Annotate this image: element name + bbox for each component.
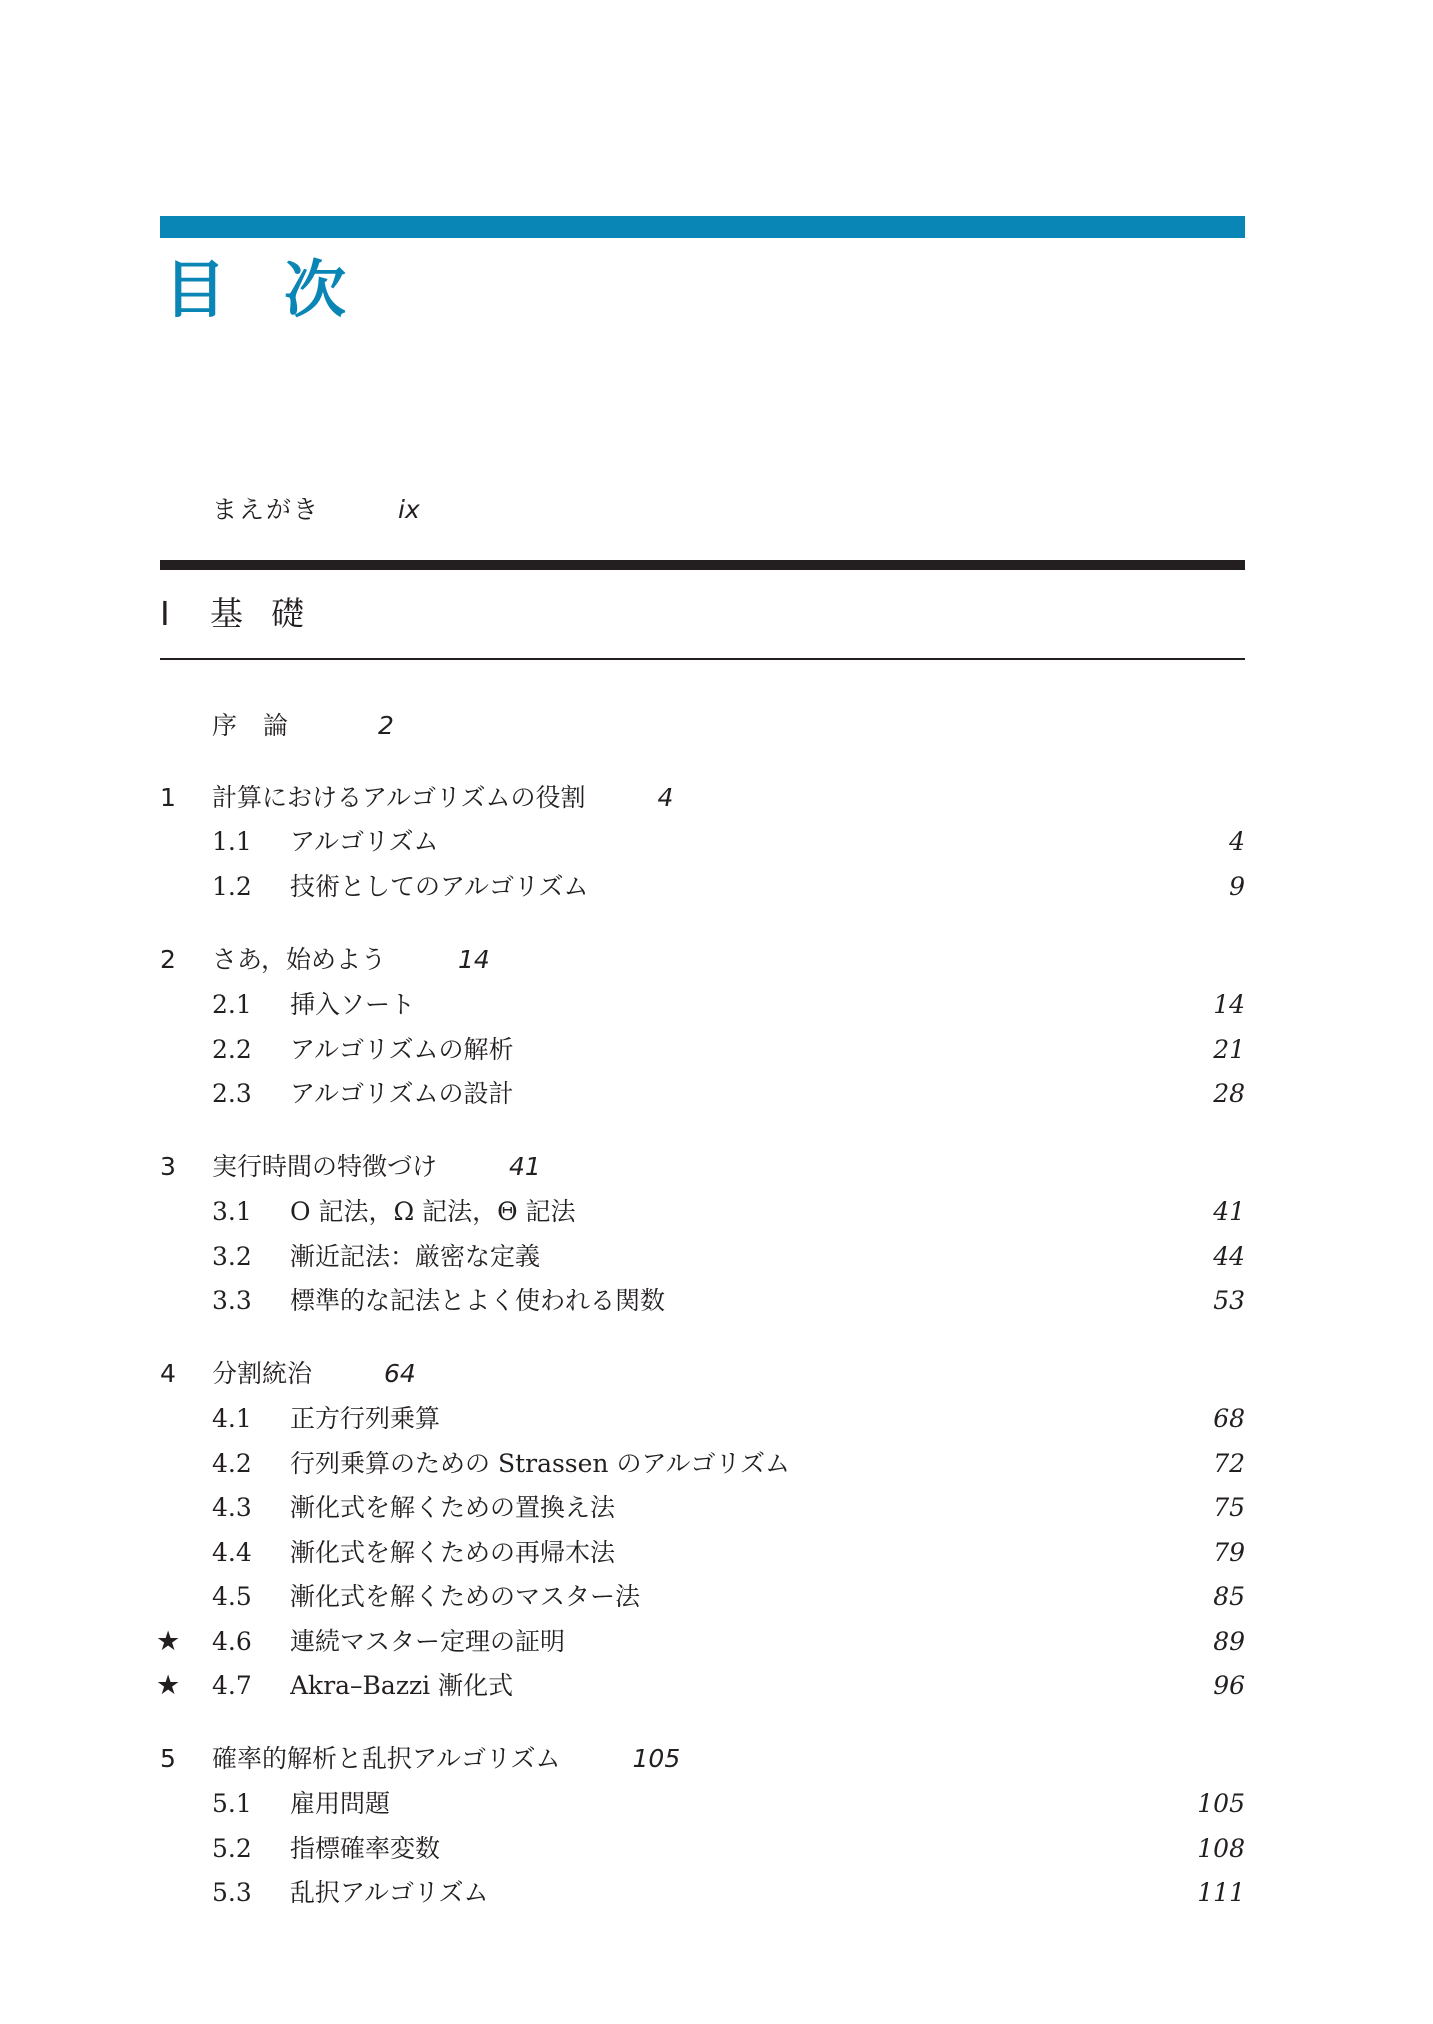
section-entry[interactable]	[160, 822, 1245, 862]
section-entry[interactable]	[160, 1399, 1245, 1439]
intro-page: 2	[378, 711, 394, 740]
chapter-page: 14	[458, 945, 490, 974]
section-title: 技術としてのアルゴリズム	[290, 872, 599, 901]
chapter-entry[interactable]	[160, 1739, 1245, 1779]
section-number: 1.1	[212, 827, 252, 856]
chapter-page: 64	[384, 1359, 416, 1388]
section-title: 乱択アルゴリズム	[290, 1878, 499, 1907]
chapter-title: さあ，始めよう	[212, 945, 387, 974]
section-title: 指標確率変数	[290, 1834, 450, 1863]
part-title: 基礎	[210, 594, 332, 633]
toc-entry-preface[interactable]	[212, 490, 420, 530]
section-number: 5.2	[212, 1834, 252, 1863]
preface-label: まえがき	[212, 495, 321, 524]
section-number: 5.1	[212, 1789, 252, 1818]
section-page: 68	[1213, 1404, 1245, 1433]
section-entry[interactable]	[160, 1444, 1245, 1484]
section-entry[interactable]	[160, 1533, 1245, 1573]
section-number: 4.3	[212, 1493, 252, 1522]
section-title: 挿入ソート	[290, 990, 425, 1019]
section-page: 28	[1213, 1079, 1245, 1108]
chapter-page: 41	[509, 1152, 541, 1181]
section-title: 漸化式を解くための置換え法	[290, 1493, 625, 1522]
section-entry[interactable]	[160, 1074, 1245, 1114]
section-page: 53	[1213, 1286, 1245, 1315]
section-number: 4.2	[212, 1449, 252, 1478]
section-number: 4.7	[212, 1671, 252, 1700]
intro-label: 序論	[212, 711, 315, 740]
section-entry[interactable]	[160, 1829, 1245, 1869]
section-page: 9	[1229, 872, 1245, 901]
chapter-number: 4	[160, 1359, 176, 1388]
title-accent-bar	[160, 216, 1245, 238]
page-title: 目次	[164, 253, 405, 326]
section-title: Akra–Bazzi 漸化式	[290, 1671, 523, 1700]
section-title: 標準的な記法とよく使われる関数	[290, 1286, 675, 1315]
chapter-page: 105	[632, 1744, 681, 1773]
chapter-entry[interactable]	[160, 778, 1245, 818]
section-title: O 記法，Ω 記法，Θ 記法	[290, 1197, 586, 1226]
chapter-title: 分割統治	[212, 1359, 313, 1388]
section-title: アルゴリズムの設計	[290, 1079, 524, 1108]
chapter-number: 5	[160, 1744, 176, 1773]
chapter-number: 2	[160, 945, 176, 974]
section-title: 正方行列乗算	[290, 1404, 450, 1433]
section-title: 行列乗算のための Strassen のアルゴリズム	[290, 1449, 800, 1478]
section-number: 3.2	[212, 1242, 252, 1271]
section-number: 4.5	[212, 1582, 252, 1611]
section-title: 漸近記法：厳密な定義	[290, 1242, 550, 1271]
section-page: 96	[1213, 1671, 1245, 1700]
section-number: 3.3	[212, 1286, 252, 1315]
chapter-title: 計算におけるアルゴリズムの役割	[212, 783, 586, 812]
part-top-bar	[160, 560, 1245, 570]
star-icon: ★	[156, 1670, 181, 1701]
section-number: 4.1	[212, 1404, 252, 1433]
toc-entry-intro[interactable]	[212, 706, 394, 746]
section-entry[interactable]	[160, 1030, 1245, 1070]
section-entry[interactable]	[160, 1237, 1245, 1277]
section-page: 79	[1213, 1538, 1245, 1567]
section-page: 108	[1197, 1834, 1245, 1863]
section-page: 75	[1213, 1493, 1245, 1522]
section-page: 44	[1213, 1242, 1245, 1271]
section-page: 89	[1213, 1627, 1245, 1656]
section-entry[interactable]	[160, 1577, 1245, 1617]
section-page: 105	[1197, 1789, 1245, 1818]
section-number: 4.4	[212, 1538, 252, 1567]
section-title: 漸化式を解くためのマスター法	[290, 1582, 650, 1611]
section-entry[interactable]	[160, 1784, 1245, 1824]
section-entry[interactable]	[156, 1666, 1245, 1706]
section-title: 漸化式を解くための再帰木法	[290, 1538, 625, 1567]
section-number: 1.2	[212, 872, 252, 901]
section-number: 3.1	[212, 1197, 252, 1226]
section-page: 21	[1213, 1035, 1245, 1064]
part-number: I	[160, 594, 170, 633]
section-title: アルゴリズム	[290, 827, 449, 856]
section-page: 85	[1213, 1582, 1245, 1611]
section-title: 雇用問題	[290, 1789, 400, 1818]
section-page: 41	[1213, 1197, 1245, 1226]
chapter-title: 確率的解析と乱択アルゴリズム	[212, 1744, 561, 1773]
section-entry[interactable]	[160, 867, 1245, 907]
section-number: 2.3	[212, 1079, 252, 1108]
section-entry[interactable]	[160, 1192, 1245, 1232]
chapter-number: 3	[160, 1152, 176, 1181]
section-title: アルゴリズムの解析	[290, 1035, 524, 1064]
part-rule	[160, 658, 1245, 660]
chapter-number: 1	[160, 783, 176, 812]
section-entry[interactable]	[160, 985, 1245, 1025]
section-page: 4	[1229, 827, 1245, 856]
section-entry[interactable]	[160, 1873, 1245, 1913]
section-entry[interactable]	[160, 1281, 1245, 1321]
chapter-entry[interactable]	[160, 940, 1245, 980]
section-title: 連続マスター定理の証明	[290, 1627, 575, 1656]
section-page: 111	[1197, 1878, 1245, 1907]
chapter-entry[interactable]	[160, 1147, 1245, 1187]
chapter-entry[interactable]	[160, 1354, 1245, 1394]
section-number: 2.2	[212, 1035, 252, 1064]
section-number: 5.3	[212, 1878, 252, 1907]
section-entry[interactable]	[156, 1622, 1245, 1662]
preface-page: ix	[398, 495, 420, 524]
star-icon: ★	[156, 1626, 181, 1657]
section-entry[interactable]	[160, 1488, 1245, 1528]
chapter-title: 実行時間の特徴づけ	[212, 1152, 438, 1181]
section-page: 14	[1213, 990, 1245, 1019]
section-page: 72	[1213, 1449, 1245, 1478]
section-number: 2.1	[212, 990, 252, 1019]
chapter-page: 4	[657, 783, 674, 812]
section-number: 4.6	[212, 1627, 252, 1656]
